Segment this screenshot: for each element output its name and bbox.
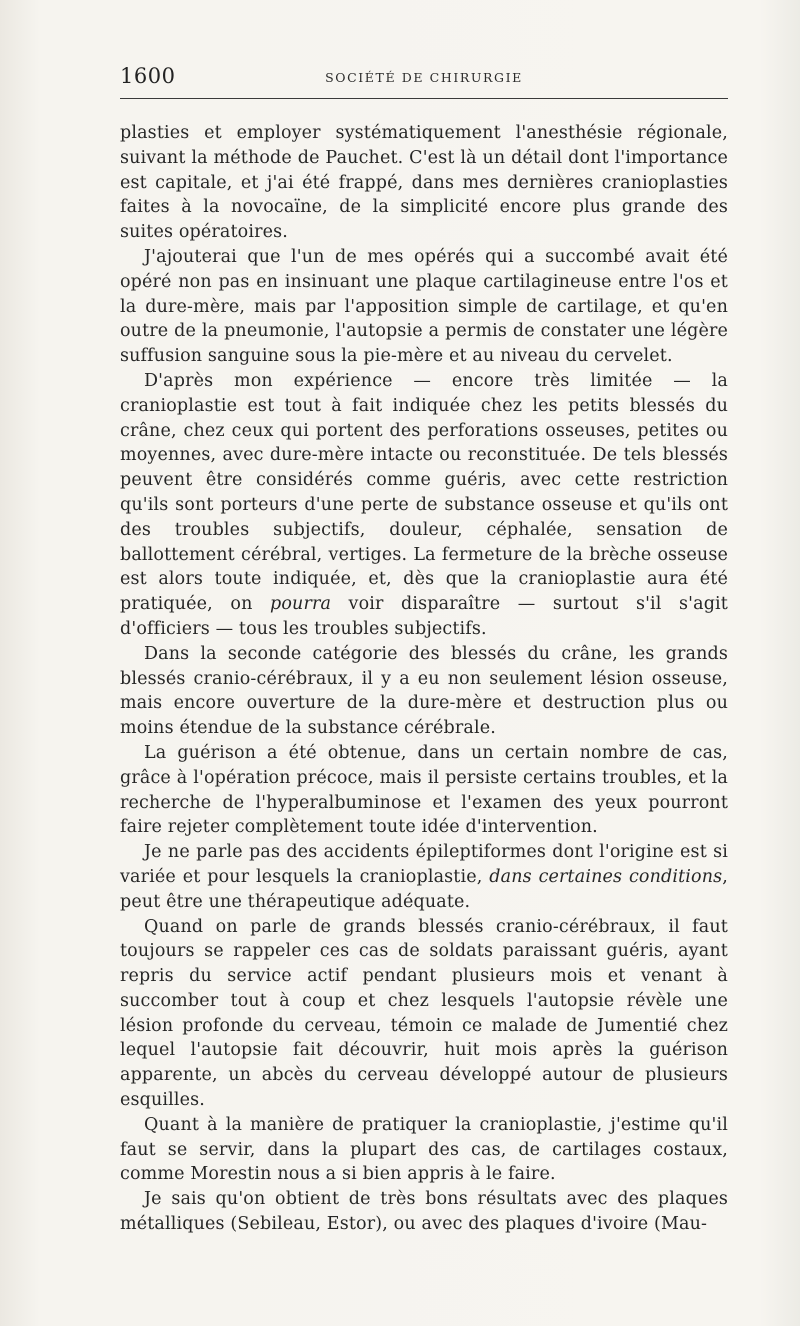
paragraph: Je sais qu'on obtient de très bons résultats avec des plaques métalliques (Sebileau, Estor), ou avec des plaques d'ivoire (Mau-	[120, 1189, 728, 1235]
paragraph: La guérison a été obtenue, dans un certain nombre de cas, grâce à l'opération précoce, mais il persiste certains troubles, et la recherche de l'hyperalbuminose et l'examen des yeux pourront faire rejeter complètement toute idée d'intervention.	[120, 742, 728, 838]
paragraph: J'ajouterai que l'un de mes opérés qui a succombé avait été opéré non pas en insinuant une plaque cartilagineuse entre l'os et la dure-mère, mais par l'apposition simple de cartilage, et qu'en outre de la pneumonie, l'autopsie a permis de constater une légère suffusion sanguine sous la pie-mère et au niveau du cervelet.	[120, 246, 728, 367]
paragraph-text: , peut être une thérapeutique adéquate.	[120, 866, 728, 912]
paragraph	[120, 369, 728, 642]
paragraph: Quant à la manière de pratiquer la cranioplastie, j'estime qu'il faut se servir, dans la plupart des cas, de cartilages costaux, comme Morestin nous a si bien appris à le faire.	[120, 1114, 728, 1185]
page-header	[120, 64, 728, 94]
paragraph: plasties et employer systématiquement l'anesthésie régionale, suivant la méthode de Pauchet. C'est là un détail dont l'importance est capitale, et j'ai été frappé, dans mes dernières cranioplasties faites à la novocaïne, de la simplicité encore plus grande des suites opératoires.	[120, 123, 728, 243]
italic-phrase: dans certaines conditions	[489, 866, 723, 887]
italic-phrase: pourra	[269, 594, 332, 615]
paragraph: Quand on parle de grands blessés cranio-cérébraux, il faut toujours se rappeler ces cas de soldats paraissant guéris, ayant repris du service actif pendant plusieurs mois et venant à succomber tout à coup et chez lesquels l'autopsie révèle une lésion profonde du cerveau, témoin ce malade de Jumentié chez lequel l'autopsie fait découvrir, huit mois après la guérison apparente, un abcès du cerveau développé autour de plusieurs esquilles.	[120, 916, 728, 1111]
page-number: 1600	[120, 64, 176, 88]
paragraph-text: Je ne parle pas des accidents épileptiformes dont l'origine est si variée et pour lesquels la cranioplastie,	[120, 842, 728, 887]
paragraph: Dans la seconde catégorie des blessés du crâne, les grands blessés cranio-cérébraux, il y a eu non seulement lésion osseuse, mais encore ouverture de la dure-mère et destruction plus ou moins étendue de la substance cérébrale.	[120, 643, 728, 739]
body-text	[120, 121, 728, 1237]
paragraph-text: D'après mon expérience — encore très limitée — la cranioplastie est tout à fait indiquée chez les petits blessés du crâne, chez ceux qui portent des perforations osseuses, petites ou moyennes, avec dure-mère intacte ou reconstituée. De tels blessés peuvent être considérés comme guéris, avec cette restriction qu'ils sont porteurs d'une perte de substance osseuse et qu'ils ont des troubles subjectifs, douleur, céphalée, sensation de ballottement cérébral, vertiges. La fermeture de la brèche osseuse est alors toute indiquée, et, dès que la cranioplastie aura été pratiquée, on	[120, 370, 728, 615]
running-title: SOCIÉTÉ DE CHIRURGIE	[325, 70, 523, 85]
header-rule	[120, 98, 728, 99]
paragraph-text: voir disparaître — surtout s'il s'agit d'officiers — tous les troubles subjectifs.	[120, 594, 728, 639]
paragraph	[120, 840, 728, 914]
